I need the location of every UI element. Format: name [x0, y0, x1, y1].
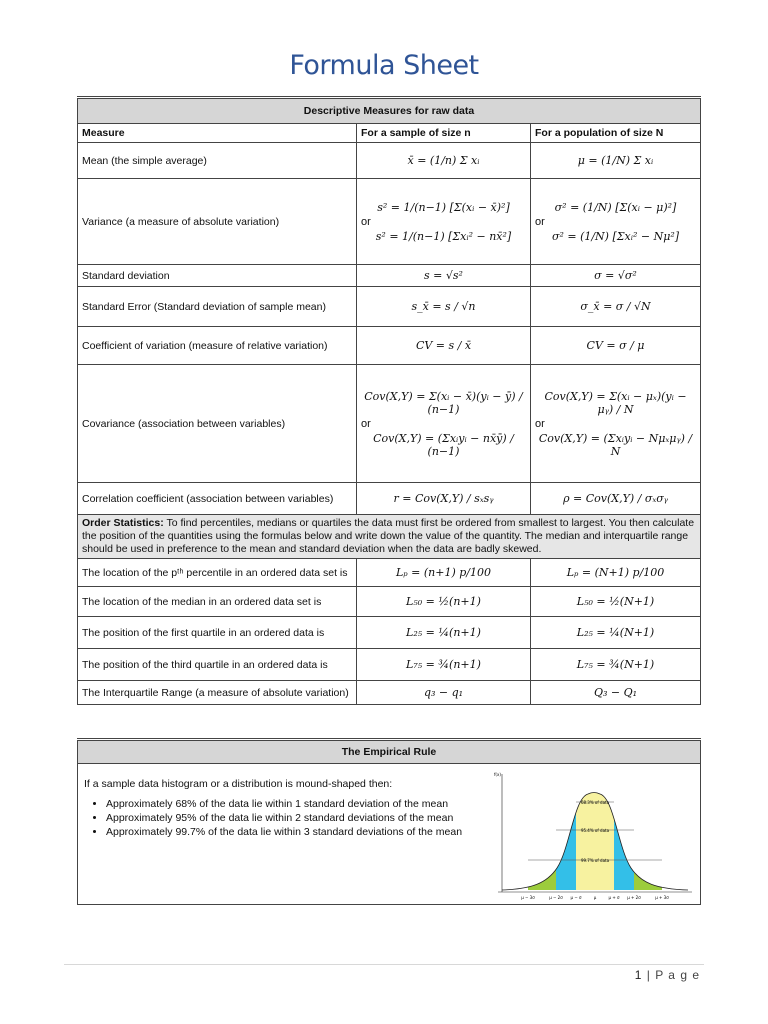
measure-label: Correlation coefficient (association between variables) — [78, 483, 357, 515]
population-formula: L₅₀ = ½(N+1) — [531, 587, 701, 617]
population-formula: σ² = (1/N) [Σ(xᵢ − μ)²] — [554, 200, 677, 214]
sample-formula: q₃ − q₁ — [357, 681, 531, 705]
band-label-95: 95.4% of data — [580, 828, 610, 833]
or-label: or — [535, 417, 545, 430]
sample-formula: x̄ = (1/n) Σ xᵢ — [357, 143, 531, 179]
sample-formula: CV = s / x̄ — [357, 327, 531, 365]
or-label: or — [535, 215, 545, 228]
population-formula: Cov(X,Y) = Σ(xᵢ − μₓ)(yᵢ − μᵧ) / N — [544, 389, 687, 416]
empirical-rule-table — [77, 738, 701, 905]
sample-formula: s = √s² — [357, 265, 531, 287]
axis-tick: μ + 2σ — [627, 895, 641, 900]
empirical-header: The Empirical Rule — [78, 740, 701, 764]
sample-formula: L₇₅ = ¾(n+1) — [357, 649, 531, 681]
population-formula: σ_x̄ = σ / √N — [531, 287, 701, 327]
list-item: • Approximately 95% of the data lie within 2 standard deviations of the mean — [106, 812, 484, 825]
page-label: P a g e — [655, 968, 700, 982]
population-formula: Q₃ − Q₁ — [531, 681, 701, 705]
table-header: Descriptive Measures for raw data — [78, 98, 701, 124]
population-formula-alt: σ² = (1/N) [Σxᵢ² − Nμ²] — [551, 229, 680, 243]
footer-divider — [64, 964, 704, 965]
band-label-68: 68.3% of data — [580, 800, 610, 805]
or-label: or — [361, 215, 371, 228]
population-formula: μ = (1/N) Σ xᵢ — [531, 143, 701, 179]
measure-label: Covariance (association between variables) — [78, 365, 357, 483]
col-population: For a population of size N — [531, 124, 701, 143]
axis-tick: μ — [593, 895, 597, 900]
table-row — [78, 483, 701, 515]
list-item: • Approximately 68% of the data lie within 1 standard deviation of the mean — [106, 798, 484, 811]
sample-formula: s² = 1/(n−1) [Σ(xᵢ − x̄)²] — [377, 200, 510, 214]
table-row — [78, 617, 701, 649]
empirical-rule-diagram — [492, 768, 698, 904]
table-row — [78, 143, 701, 179]
order-label: The Interquartile Range (a measure of absolute variation) — [78, 681, 357, 705]
or-label: or — [361, 417, 371, 430]
population-formula: L₇₅ = ¾(N+1) — [531, 649, 701, 681]
sample-formula: Cov(X,Y) = Σ(xᵢ − x̄)(yᵢ − ȳ) / (n−1) — [364, 389, 523, 416]
axis-tick: μ − σ — [570, 895, 582, 900]
table-row — [78, 179, 701, 265]
population-formula: ρ = Cov(X,Y) / σₓσᵧ — [531, 483, 701, 515]
measure-label: Standard deviation — [78, 265, 357, 287]
table-row — [78, 559, 701, 587]
measure-label: Mean (the simple average) — [78, 143, 357, 179]
order-stats-text: To find percentiles, medians or quartiles the data must first be ordered from smallest to largest. You then calculate the position of the quantities using the formulas below and write down the value of the quantity. The median and interquartile range should be used in preference to the mean and standard deviation when the data are badly skewed. — [82, 517, 695, 555]
axis-tick: μ − 2σ — [549, 895, 563, 900]
axis-tick: μ + σ — [608, 895, 620, 900]
page-number: 1 — [634, 968, 643, 982]
tail-band-right — [634, 768, 662, 892]
order-label: The location of the median in an ordered data set is — [78, 587, 357, 617]
table-row — [78, 327, 701, 365]
sample-formula: Lₚ = (n+1) p/100 — [357, 559, 531, 587]
page-title: Formula Sheet — [289, 50, 479, 81]
col-sample: For a sample of size n — [357, 124, 531, 143]
sample-formula-alt: s² = 1/(n−1) [Σxᵢ² − nx̄²] — [375, 229, 512, 243]
sample-formula: r = Cov(X,Y) / sₓsᵧ — [357, 483, 531, 515]
population-formula: Lₚ = (N+1) p/100 — [531, 559, 701, 587]
order-statistics-note — [78, 515, 701, 559]
table-row — [78, 365, 701, 483]
table-row — [78, 681, 701, 705]
sample-formula-alt: Cov(X,Y) = (Σxᵢyᵢ − nx̄ȳ) / (n−1) — [373, 431, 514, 458]
sample-formula: L₅₀ = ½(n+1) — [357, 587, 531, 617]
order-stats-lead: Order Statistics: — [82, 517, 164, 529]
population-formula: σ = √σ² — [531, 265, 701, 287]
column-headers — [78, 124, 701, 143]
empirical-intro: If a sample data histogram or a distribution is mound-shaped then: — [84, 778, 393, 790]
sample-formula: s_x̄ = s / √n — [357, 287, 531, 327]
tail-band-left — [528, 768, 556, 892]
page-footer: 1 | P a g e — [634, 968, 700, 982]
order-label: The position of the third quartile in an ordered data is — [78, 649, 357, 681]
descriptive-measures-table — [77, 96, 701, 705]
measure-label: Variance (a measure of absolute variation) — [78, 179, 357, 265]
population-formula-alt: Cov(X,Y) = (Σxᵢyᵢ − Nμₓμᵧ) / N — [538, 431, 693, 458]
col-measure: Measure — [78, 124, 357, 143]
sample-formula: L₂₅ = ¼(n+1) — [357, 617, 531, 649]
population-formula: CV = σ / μ — [531, 327, 701, 365]
order-label: The location of the pᵗʰ percentile in an ordered data set is — [78, 559, 357, 587]
table-row — [78, 587, 701, 617]
table-row — [78, 265, 701, 287]
population-formula: L₂₅ = ¼(N+1) — [531, 617, 701, 649]
table-row — [78, 287, 701, 327]
order-label: The position of the first quartile in an ordered data is — [78, 617, 357, 649]
measure-label: Standard Error (Standard deviation of sample mean) — [78, 287, 357, 327]
empirical-bullets — [84, 798, 484, 839]
axis-tick: μ + 3σ — [655, 895, 669, 900]
axis-tick: μ − 3σ — [521, 895, 535, 900]
measure-label: Coefficient of variation (measure of relative variation) — [78, 327, 357, 365]
table-row — [78, 649, 701, 681]
band-label-99: 99.7% of data — [580, 858, 610, 863]
y-axis-label: f(x) — [494, 772, 501, 777]
list-item: • Approximately 99.7% of the data lie within 3 standard deviations of the mean — [106, 826, 484, 839]
